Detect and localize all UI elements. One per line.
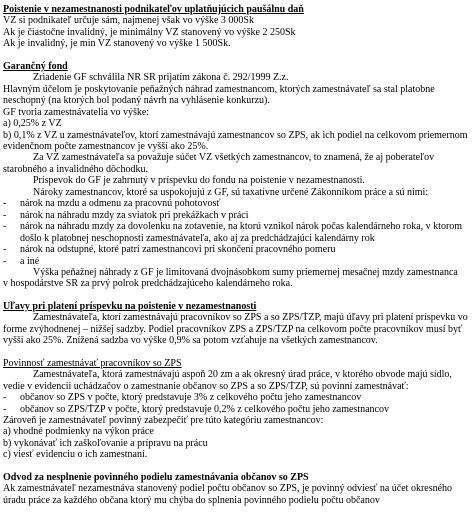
text-line: Ak zamestnávateľ nezamestnáva stanovený podiel počtu občanov so ZPS, je povinný odviesť na účet okresného: [3, 483, 453, 495]
spacer: [3, 461, 476, 472]
text-line: vedie v evidencii uchádzačov o zamestnanie občanov so ZPS a so ZPS/ŤZP, sú povinní zamestnávať:: [3, 380, 409, 392]
text-line: Výška peňažnej náhrady z GF je limitovaná dvojnásobkom sumy priemernej mesačnej mzdy zamestnanca: [33, 266, 458, 278]
text-line: GF tvoria zamestnávatelia vo výške:: [3, 106, 150, 118]
text-line: c) viesť evidenciu o ich zamestnaní.: [3, 449, 148, 461]
text-line: neschopný (na ktorých bol podaný návrh na vyhlásenie konkurzu).: [3, 95, 270, 107]
spacer: [3, 50, 476, 61]
dash-bullet: -: [3, 403, 7, 415]
text-line: b) vykonávať ich zaškoľovanie a prípravu na prácu: [3, 437, 208, 449]
list-item: - a iné: [3, 255, 40, 267]
text-line: evidenčnom počte zamestnancov je vyšší ako 25%.: [3, 140, 209, 152]
list-item: - nárok na mzdu a odmenu za pracovnú pohotovosť: [3, 198, 221, 210]
text-line: Zamestnávateľa, ktorá zamestnávajú aspoň 20 zm a ak okresný úrad práce, v ktorého obvode majú sídlo,: [33, 369, 452, 381]
list-item-continuation: došlo k platobnej neschopnosti zamestnávateľa, ako aj za predchádzajúci kalendárny rok: [20, 232, 375, 244]
text-line: Zamestnávateľa, ktorí zamestnávajú pracovníkov so ZPS a so ZPS/ŤZP, majú úľavy pri platení príspevku vo: [33, 312, 468, 324]
text-line: Zároveň je zamestnávateľ povinný zabezpečiť pre túto kategóriu zamestnancov:: [3, 414, 324, 426]
text-line: Nároky zamestnancov, ktoré sa uspokojujú z GF, sú taxatívne určené Zákonníkom práce a sú nimi:: [33, 186, 429, 198]
section-title-obligation: Povinnosť zamestnávať pracovníkov so ZPS: [3, 357, 182, 369]
text-line: v hospodárstve SR za prvý polrok predchádzajúceho kalendárneho roka.: [3, 278, 293, 290]
dash-bullet: -: [3, 221, 7, 233]
section-title-guarantee-fund: Garančný fond: [3, 60, 68, 72]
section-title-relief: Úľavy pri platení príspevku na poistenie v nezamestnanosti: [3, 300, 257, 312]
spacer: [3, 347, 476, 358]
dash-bullet: -: [3, 255, 7, 267]
list-item: - nárok na náhradu mzdy za sviatok pri prekážkach v práci: [3, 209, 249, 221]
section-title-self-employed-insurance: Poistenie v nezamestnanosti podnikateľov uplatňujúcich paušálnu daň: [3, 4, 304, 15]
text-line: a) vhodné podmienky na výkon práce: [3, 426, 154, 438]
text-line: Zriadenie GF schválila NR SR prijatím zákona č. 292/1999 Z.z.: [33, 72, 289, 84]
text-line: úradu práce za každého občana ktorý mu chýba do splnenia povinného podielu počtu občanov: [3, 494, 380, 506]
spacer: [3, 290, 476, 301]
text-line: Ak je čiastočne invalidný, je minimálny VZ stanovený vo výške 2 250Sk: [3, 26, 296, 38]
text-line: forme zvýhodnenej – nižšej sadzby. Podiel pracovníkov ZPS a ZPS/ŤZP na celkovom počte pracovníkov musí byť: [3, 323, 463, 335]
list-item: - občanov so ZPS v počte, ktorý predstavuje 3% z celkového počtu jeho zamestnancov: [3, 392, 362, 404]
dash-bullet: -: [3, 244, 7, 256]
text-line: Hlavným účelom je poskytovanie peňažných náhrad zamestnancom, ktorých zamestnávateľ sa stal platobne: [3, 83, 435, 95]
text-line: a) 0,25% z VZ: [3, 118, 62, 130]
text-line: Príspevok do GF je zahrnutý v príspevku do fondu na poistenie v nezamestnanosti.: [33, 175, 365, 187]
text-line: b) 0,1% z VZ u zamestnávateľov, ktorí zamestnávajú zamestnancov so ZPS, ak ich podiel na celkovom priemernom: [3, 129, 468, 141]
text-line: Za VZ zamestnávateľa sa považuje súčet VZ všetkých zamestnancov, to znamená, že aj poberateľov: [33, 152, 435, 164]
list-item: - nárok na odstupné, ktoré patrí zamestnancovi pri skončení pracovného pomeru: [3, 244, 336, 256]
dash-bullet: -: [3, 209, 7, 221]
text-line: VZ si podnikateľ určuje sám, najmenej však vo výške 3 000Sk: [3, 15, 254, 27]
section-title-levy: Odvod za nesplnenie povinného podielu zamestnávania občanov so ZPS: [3, 471, 309, 483]
dash-bullet: -: [3, 198, 7, 210]
list-item: - občanov so ZPS/ŤZP v počte, ktorý predstavuje 0,2% z celkového počtu jeho zamestnancov: [3, 403, 389, 415]
list-item: - nárok na náhradu mzdy za dovolenku na zotavenie, na ktorú vznikol nárok počas kalendárneho roka, v ktorom: [3, 221, 463, 233]
dash-bullet: -: [3, 392, 7, 404]
text-line: Ak je invalidný, je min VZ stanovený vo výške 1 500Sk.: [3, 38, 231, 50]
text-line: starobného a invalidného dôchodku.: [3, 163, 148, 175]
text-line: vyšší ako 25%. Znížená sadzba vo výške 0,9% sa potom vzťahuje na všetkých zamestnancov.: [3, 335, 378, 347]
